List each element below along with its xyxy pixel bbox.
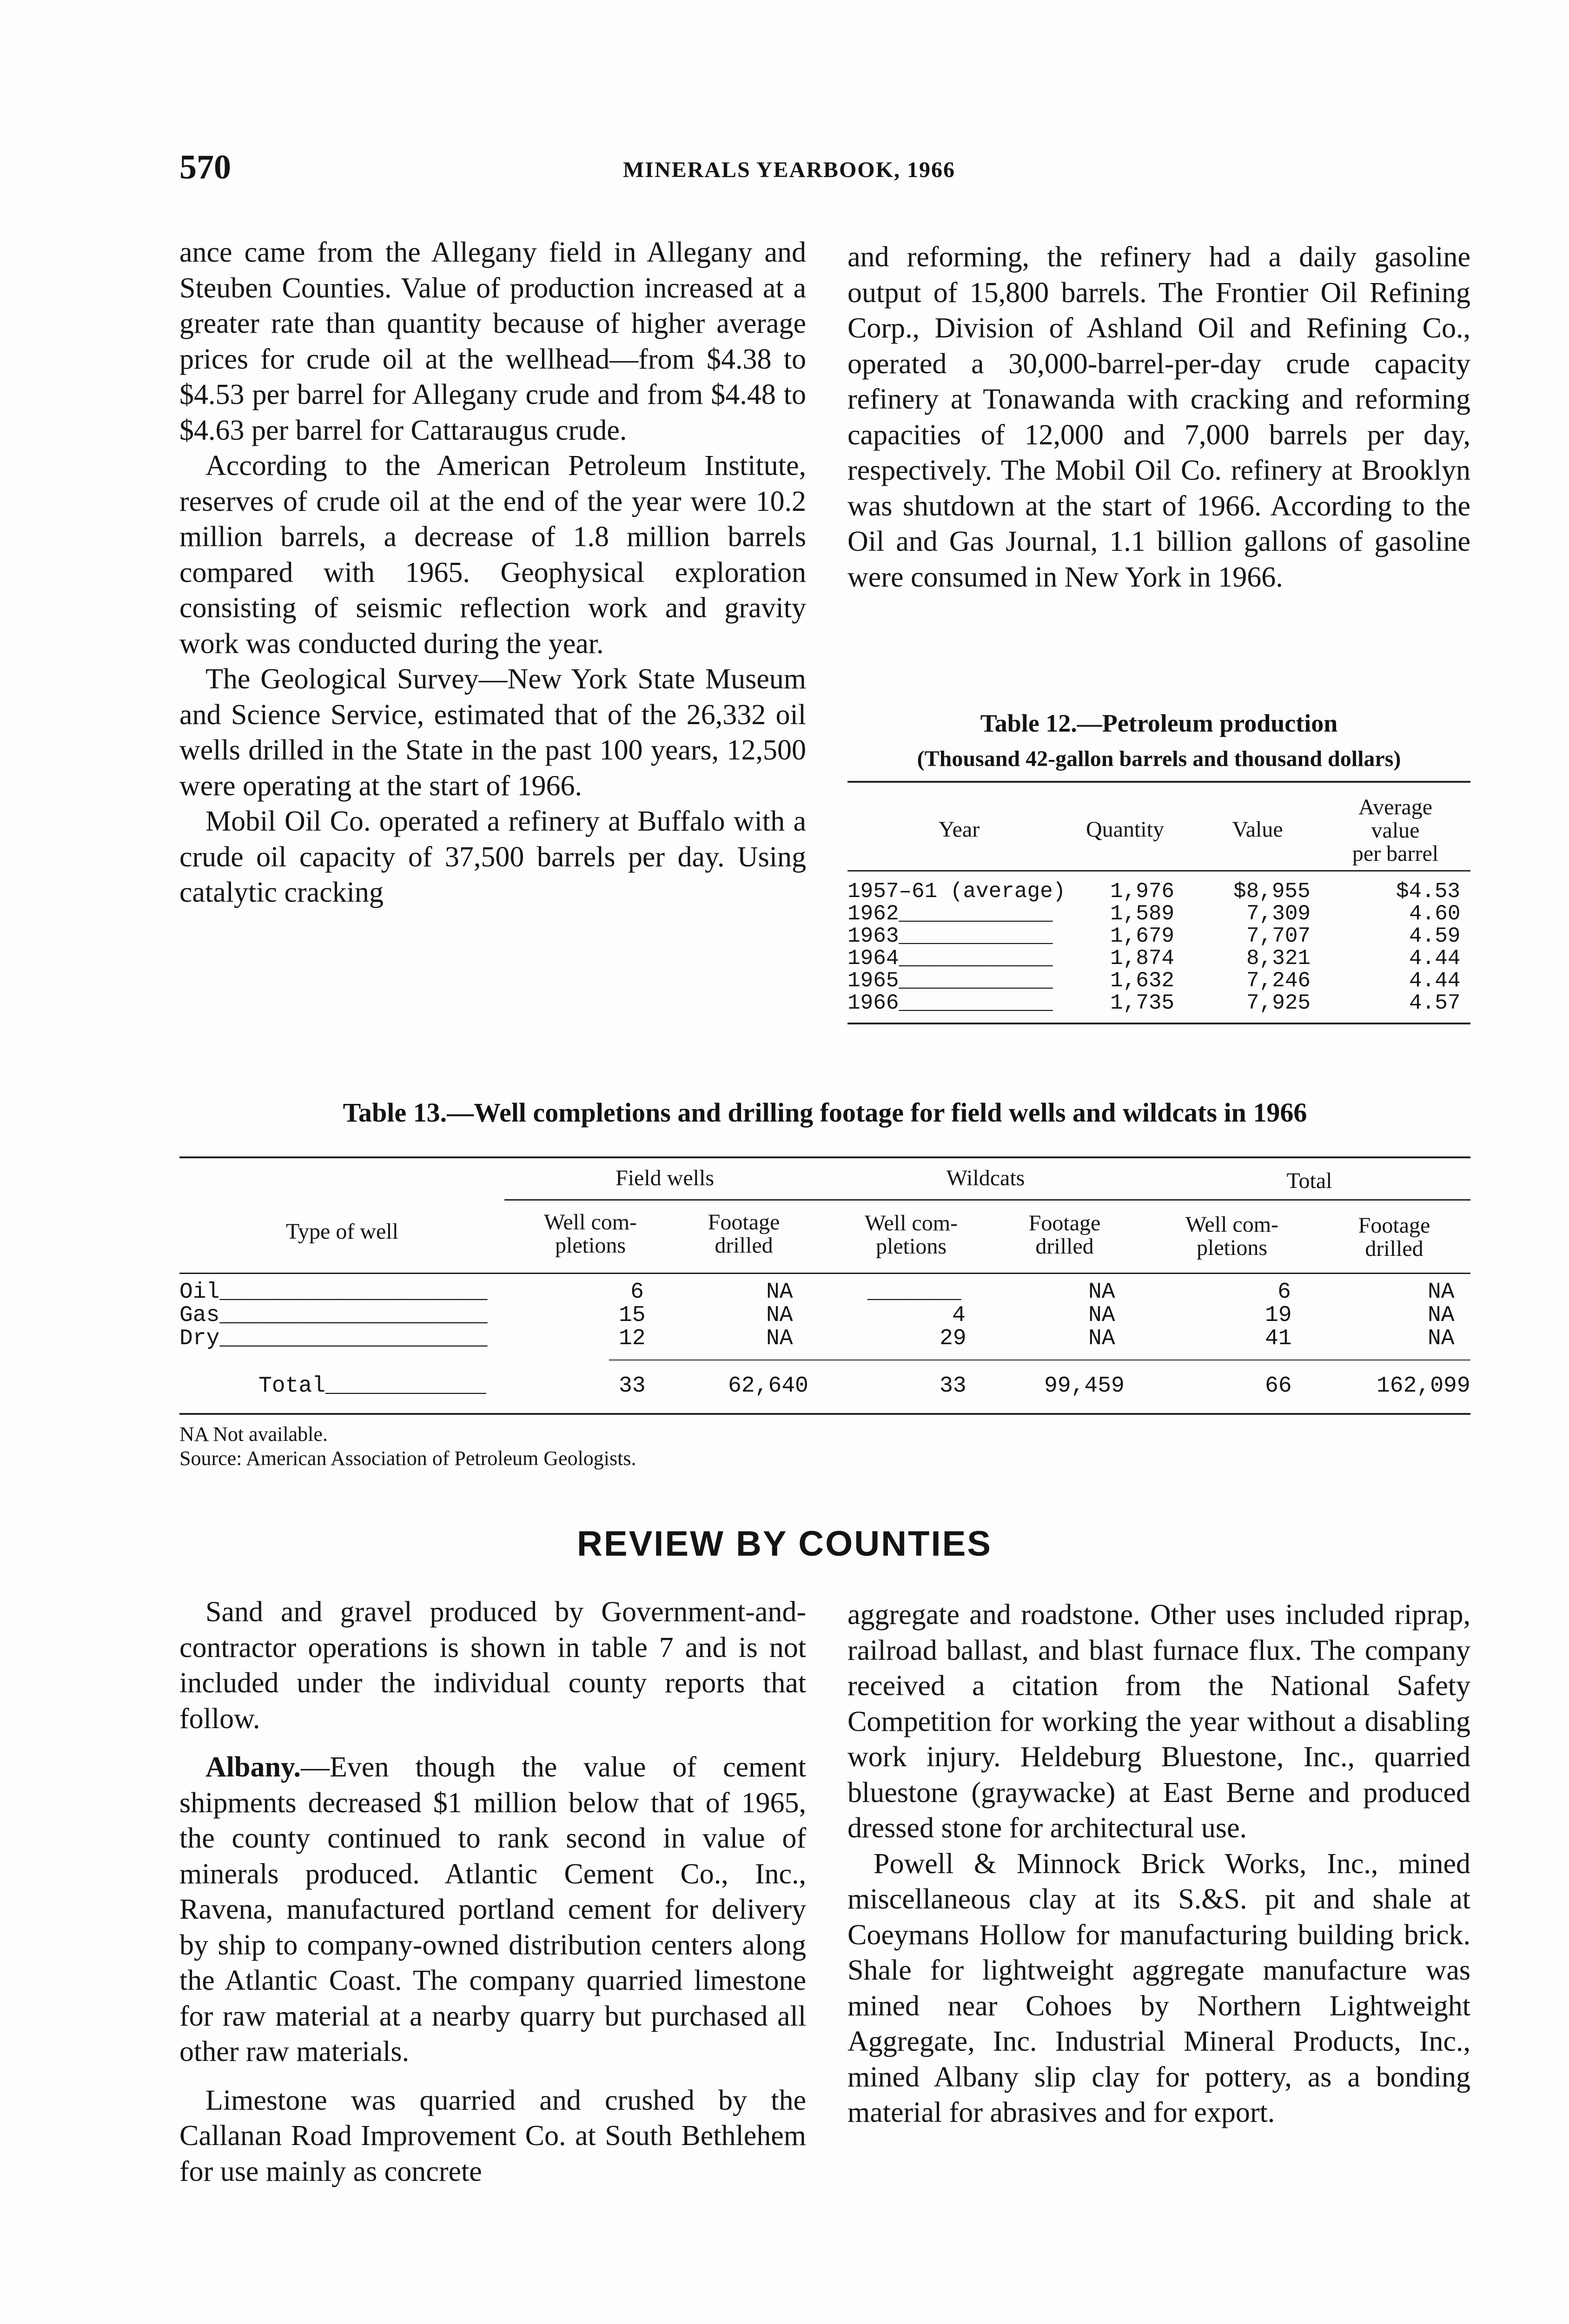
table-total-row [179,1375,1470,1397]
table12-header-average [1320,796,1470,865]
cell-total-completions: 66 [1265,1373,1292,1399]
cell-quantity: 1,679 [1110,924,1175,948]
cell-year: 1963____________ [847,924,1053,948]
header-line: pletions [876,1234,947,1259]
paragraph: Sand and gravel produced by Government-and-contractor operations is shown in table 7 and is not included under the individual county reports that follow. [179,1596,806,1735]
top-left-column [179,235,806,911]
paragraph: The Geological Survey—New York State Museum and Science Service, estimated that of the 26,332 oil wells drilled in the State in the past 100 years, 12,500 were operating at the start of 1966. [179,663,806,802]
cell-total-footage: 162,099 [1377,1373,1470,1399]
table13-source: Source: American Association of Petroleum Geologists. [179,1447,636,1470]
table-row [179,1281,1470,1303]
paragraph: Mobil Oil Co. operated a refinery at Buffalo with a crude oil capacity of 37,500 barrels per day. Using catalytic cracking [179,805,806,908]
table12-header-year: Year [938,817,980,842]
cell-type: Oil____________________ [179,1280,488,1305]
cell-quantity: 1,874 [1110,946,1175,971]
table12-header-value: Value [1232,817,1283,842]
table13-group-wildcats: Wildcats [946,1166,1025,1190]
section-heading: REVIEW BY COUNTIES [577,1524,992,1564]
table13-header-total-footage [1318,1214,1470,1261]
table12-top-rule [847,781,1470,783]
page-number: 570 [179,148,231,186]
paragraph: ance came from the Allegany field in Allegany and Steuben Counties. Value of production increased at a greater rate than quantity because of higher average prices for crude oil at the wellhead—from $4.38 to $4.53 per barrel for Allegany crude and from $4.48 to $4.63 per barrel for Cattaraugus crude. [179,237,806,446]
table13-note: NA Not available. [179,1423,328,1446]
section-left-column [179,1594,806,2189]
cell-total-completions: 41 [1265,1326,1292,1351]
paragraph: aggregate and roadstone. Other uses included riprap, railroad ballast, and blast furnace flux. The company received a citation from the National Safety Competition for working the year without a disabling work injury. Heldeburg Bluestone, Inc., quarried bluestone (graywacke) at East Berne and produced dressed stone for architectural use. [847,1599,1470,1844]
table13-group-rule [504,1199,1470,1201]
table13-header-field-footage [669,1211,818,1257]
cell-year: 1962____________ [847,902,1053,926]
header-line: Well com- [543,1210,637,1235]
header-line: pletions [555,1233,626,1258]
table-row [847,881,1470,902]
table12-header-rule [847,870,1470,872]
header-line: pletions [1197,1235,1267,1260]
table-row [847,992,1470,1014]
cell-type: Dry____________________ [179,1326,488,1351]
cell-field-footage: NA [766,1326,793,1351]
header-line: Footage [1358,1213,1430,1238]
cell-total-footage: NA [1428,1280,1455,1305]
cell-year: 1965____________ [847,969,1053,993]
table13-bottom-rule [179,1413,1470,1415]
cell-average: $4.53 [1396,879,1461,904]
cell-wildcat-completions: 29 [940,1326,967,1351]
header-line: Well com- [1185,1212,1279,1237]
cell-field-footage: NA [766,1303,793,1328]
table-row [847,970,1470,991]
table13-group-total: Total [1286,1169,1332,1193]
cell-field-footage: NA [766,1280,793,1305]
cell-year: 1966____________ [847,991,1053,1015]
header-line: value [1371,818,1420,843]
table-row [179,1327,1470,1350]
cell-total-completions: 19 [1265,1303,1292,1328]
cell-wildcat-completions: 4 [952,1303,966,1328]
paragraph-text: —Even though the value of cement shipments decreased $1 million below that of 1965, the county continued to rank second in value of minerals produced. Atlantic Cement Co., Inc., Ravena, manufactured portland cement for delivery by ship to company-owned distribution centers along the Atlantic Coast. The company quarried limestone for raw material at a nearby quarry but purchased all other raw materials. [179,1751,806,2067]
cell-wildcat-completions: 33 [940,1373,967,1399]
table13-header-wildcat-footage [990,1212,1139,1258]
cell-field-completions: 33 [619,1373,646,1399]
county-name: Albany. [205,1751,301,1783]
cell-quantity: 1,589 [1110,902,1175,926]
cell-average: 4.57 [1409,991,1461,1015]
cell-wildcat-footage: NA [1088,1280,1115,1305]
paragraph: Powell & Minnock Brick Works, Inc., mined miscellaneous clay at its S.&S. pit and shale at Coeymans Hollow for manufacturing building brick. Shale for lightweight aggregate manufacture was mined near Cohoes by Northern Lightweight Aggregate, Inc. Industrial Mineral Products, Inc., mined Albany slip clay for pottery, as a bonding material for abrasives and for export. [847,1848,1470,2128]
paragraph-albany [179,1750,806,2070]
header-line: drilled [715,1233,773,1258]
cell-wildcat-footage: NA [1088,1326,1115,1351]
cell-type: Gas____________________ [179,1303,488,1328]
cell-year: 1957–61 (average) [847,879,1066,904]
paragraph: Limestone was quarried and crushed by the Callanan Road Improvement Co. at South Bethlehem for use mainly as concrete [179,2084,806,2187]
table13-title: Table 13.—Well completions and drilling footage for field wells and wildcats in 1966 [343,1097,1307,1128]
cell-value: 7,707 [1246,924,1311,948]
table-row [847,948,1470,969]
cell-field-footage: 62,640 [728,1373,808,1399]
table13-top-rule [179,1156,1470,1158]
cell-value: 8,321 [1246,946,1311,971]
cell-quantity: 1,632 [1110,969,1175,993]
table13-header-field-completions [504,1211,676,1257]
cell-total-footage: NA [1428,1303,1455,1328]
cell-wildcat-footage: 99,459 [1044,1373,1125,1399]
header-line: per barrel [1352,841,1439,866]
cell-quantity: 1,735 [1110,991,1175,1015]
header-line: Average [1358,795,1432,819]
paragraph: and reforming, the refinery had a daily gasoline output of 15,800 barrels. The Frontier Oil Refining Corp., Division of Ashland Oil and Refining Co., operated a 30,000-barrel-per-day crude capacity refinery at Tonawanda with cracking and reforming capacities of 12,000 and 7,000 barrels per day, respectively. The Mobil Oil Co. refinery at Brooklyn was shutdown at the start of 1966. According to the Oil and Gas Journal, 1.1 billion gallons of gasoline were consumed in New York in 1966. [847,241,1470,593]
table13-header-wildcat-completions [825,1212,997,1258]
cell-average: 4.59 [1409,924,1461,948]
header-line: Footage [708,1210,780,1235]
cell-quantity: 1,976 [1110,879,1175,904]
table-row [847,925,1470,947]
header-line: drilled [1035,1234,1094,1259]
header-line: drilled [1365,1236,1423,1261]
cell-wildcat-footage: NA [1088,1303,1115,1328]
table13-header-type: Type of well [286,1219,398,1244]
cell-type: Total____________ [258,1373,486,1399]
cell-average: 4.44 [1409,969,1461,993]
cell-value: 7,925 [1246,991,1311,1015]
cell-year: 1964____________ [847,946,1053,971]
table12-bottom-rule [847,1023,1470,1024]
table12-header-quantity: Quantity [1086,817,1164,842]
paragraph: According to the American Petroleum Institute, reserves of crude oil at the end of the year were 10.2 million barrels, a decrease of 1.8 million barrels compared with 1965. Geophysical exploration consisting of seismic reflection work and gravity work was conducted during the year. [179,450,806,660]
header-line: Well com- [864,1211,958,1235]
cell-average: 4.44 [1409,946,1461,971]
section-right-column [847,1597,1470,2131]
header-line: Footage [1028,1211,1101,1235]
cell-value: 7,309 [1246,902,1311,926]
table12-title: Table 12.—Petroleum production [980,709,1338,737]
cell-wildcat-completions: _______ [867,1280,961,1305]
cell-average: 4.60 [1409,902,1461,926]
table13-group-field: Field wells [616,1166,714,1190]
top-right-column [847,239,1470,595]
cell-field-completions: 12 [619,1326,646,1351]
cell-total-footage: NA [1428,1326,1455,1351]
cell-field-completions: 6 [630,1280,644,1305]
table13-header-rule [179,1273,1470,1274]
cell-total-completions: 6 [1278,1280,1291,1305]
table-row [847,903,1470,924]
table-row [179,1304,1470,1327]
table12-subtitle: (Thousand 42-gallon barrels and thousand dollars) [917,746,1401,771]
cell-value: 7,246 [1246,969,1311,993]
cell-value: $8,955 [1233,879,1311,904]
table13-header-total-completions [1146,1213,1318,1260]
running-head: MINERALS YEARBOOK, 1966 [623,158,955,182]
cell-field-completions: 15 [619,1303,646,1328]
